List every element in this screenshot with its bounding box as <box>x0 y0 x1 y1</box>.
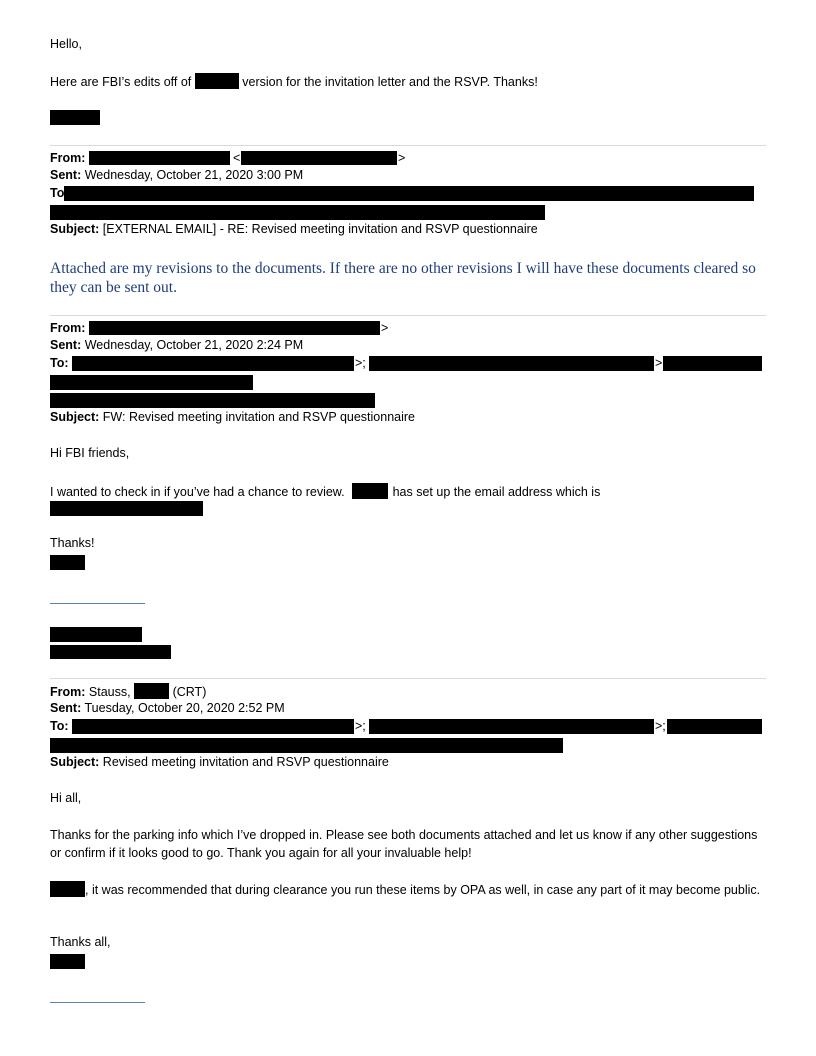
signature-divider <box>50 1002 145 1003</box>
email2-greeting: Hi FBI friends, <box>50 446 130 460</box>
email2-sent: Sent: Wednesday, October 21, 2020 2:24 PM <box>50 338 304 352</box>
angle-bracket: > <box>398 151 406 165</box>
email3-paragraph: Thanks for the parking info which I’ve dropped in. Please see both documents attached and let us know if any other suggestions or confirm if it looks good to go. Thank you again for all your invaluable help! <box>50 828 758 860</box>
divider <box>50 145 766 146</box>
redaction-box <box>50 738 563 753</box>
redaction-box <box>134 683 169 699</box>
redaction-box <box>50 645 171 659</box>
redaction-box <box>50 393 375 408</box>
email1-subject: Subject: [EXTERNAL EMAIL] - RE: Revised meeting invitation and RSVP questionnaire <box>50 222 538 236</box>
angle-bracket: >; <box>355 719 366 733</box>
divider <box>50 678 766 679</box>
angle-bracket: > <box>381 321 389 335</box>
redaction-box <box>50 555 85 570</box>
redaction-box <box>50 627 142 642</box>
redaction-box <box>72 356 354 371</box>
email2-subject: Subject: FW: Revised meeting invitation and RSVP questionnaire <box>50 410 416 424</box>
email2-to: To: <box>50 356 69 370</box>
email1-from: From: <box>50 151 86 165</box>
redaction-box <box>50 375 253 390</box>
email1-body: Attached are my revisions to the documents. If there are no other revisions I will have these documents cleared so they can be sent out. <box>50 260 756 296</box>
redaction-box <box>50 501 203 516</box>
signature-divider <box>50 603 145 604</box>
email1-sent: Sent: Wednesday, October 21, 2020 3:00 PM <box>50 168 304 182</box>
redaction-box <box>50 205 545 220</box>
redaction-box <box>50 954 85 969</box>
redaction-box <box>89 321 380 335</box>
email1-to: To <box>50 186 65 200</box>
email3-subject: Subject: Revised meeting invitation and RSVP questionnaire <box>50 755 389 769</box>
angle-bracket: < <box>233 151 241 165</box>
email3-greeting: Hi all, <box>50 791 82 805</box>
email3-to: To: <box>50 719 69 733</box>
redaction-box <box>369 719 654 734</box>
email2-body-line: I wanted to check in if you’ve had a chance to review. has set up the email address which is <box>50 485 601 499</box>
email2-from: From: <box>50 321 86 335</box>
redaction-box <box>72 719 354 734</box>
email2-thanks: Thanks! <box>50 536 95 550</box>
redaction-box <box>195 73 239 89</box>
redaction-box <box>64 186 754 201</box>
redaction-box <box>352 483 388 499</box>
redaction-box <box>241 151 397 165</box>
angle-bracket: > <box>655 356 663 370</box>
email3-sent: Sent: Tuesday, October 20, 2020 2:52 PM <box>50 701 285 715</box>
redaction-box <box>50 110 100 125</box>
angle-bracket: >; <box>355 356 366 370</box>
divider <box>50 315 766 316</box>
email3-thanks: Thanks all, <box>50 935 111 949</box>
intro-line: Here are FBI’s edits off of version for the invitation letter and the RSVP. Thanks! <box>50 75 538 89</box>
redaction-box <box>50 881 85 897</box>
email3-from: From: Stauss, (CRT) <box>50 685 207 699</box>
redaction-box <box>663 356 762 371</box>
email3-paragraph: , it was recommended that during clearance you run these items by OPA as well, in case any part of it may become public. <box>50 881 766 899</box>
redaction-box <box>667 719 762 734</box>
redaction-box <box>369 356 654 371</box>
greeting: Hello, <box>50 37 82 51</box>
angle-bracket: >; <box>655 719 666 733</box>
redaction-box <box>89 151 230 165</box>
